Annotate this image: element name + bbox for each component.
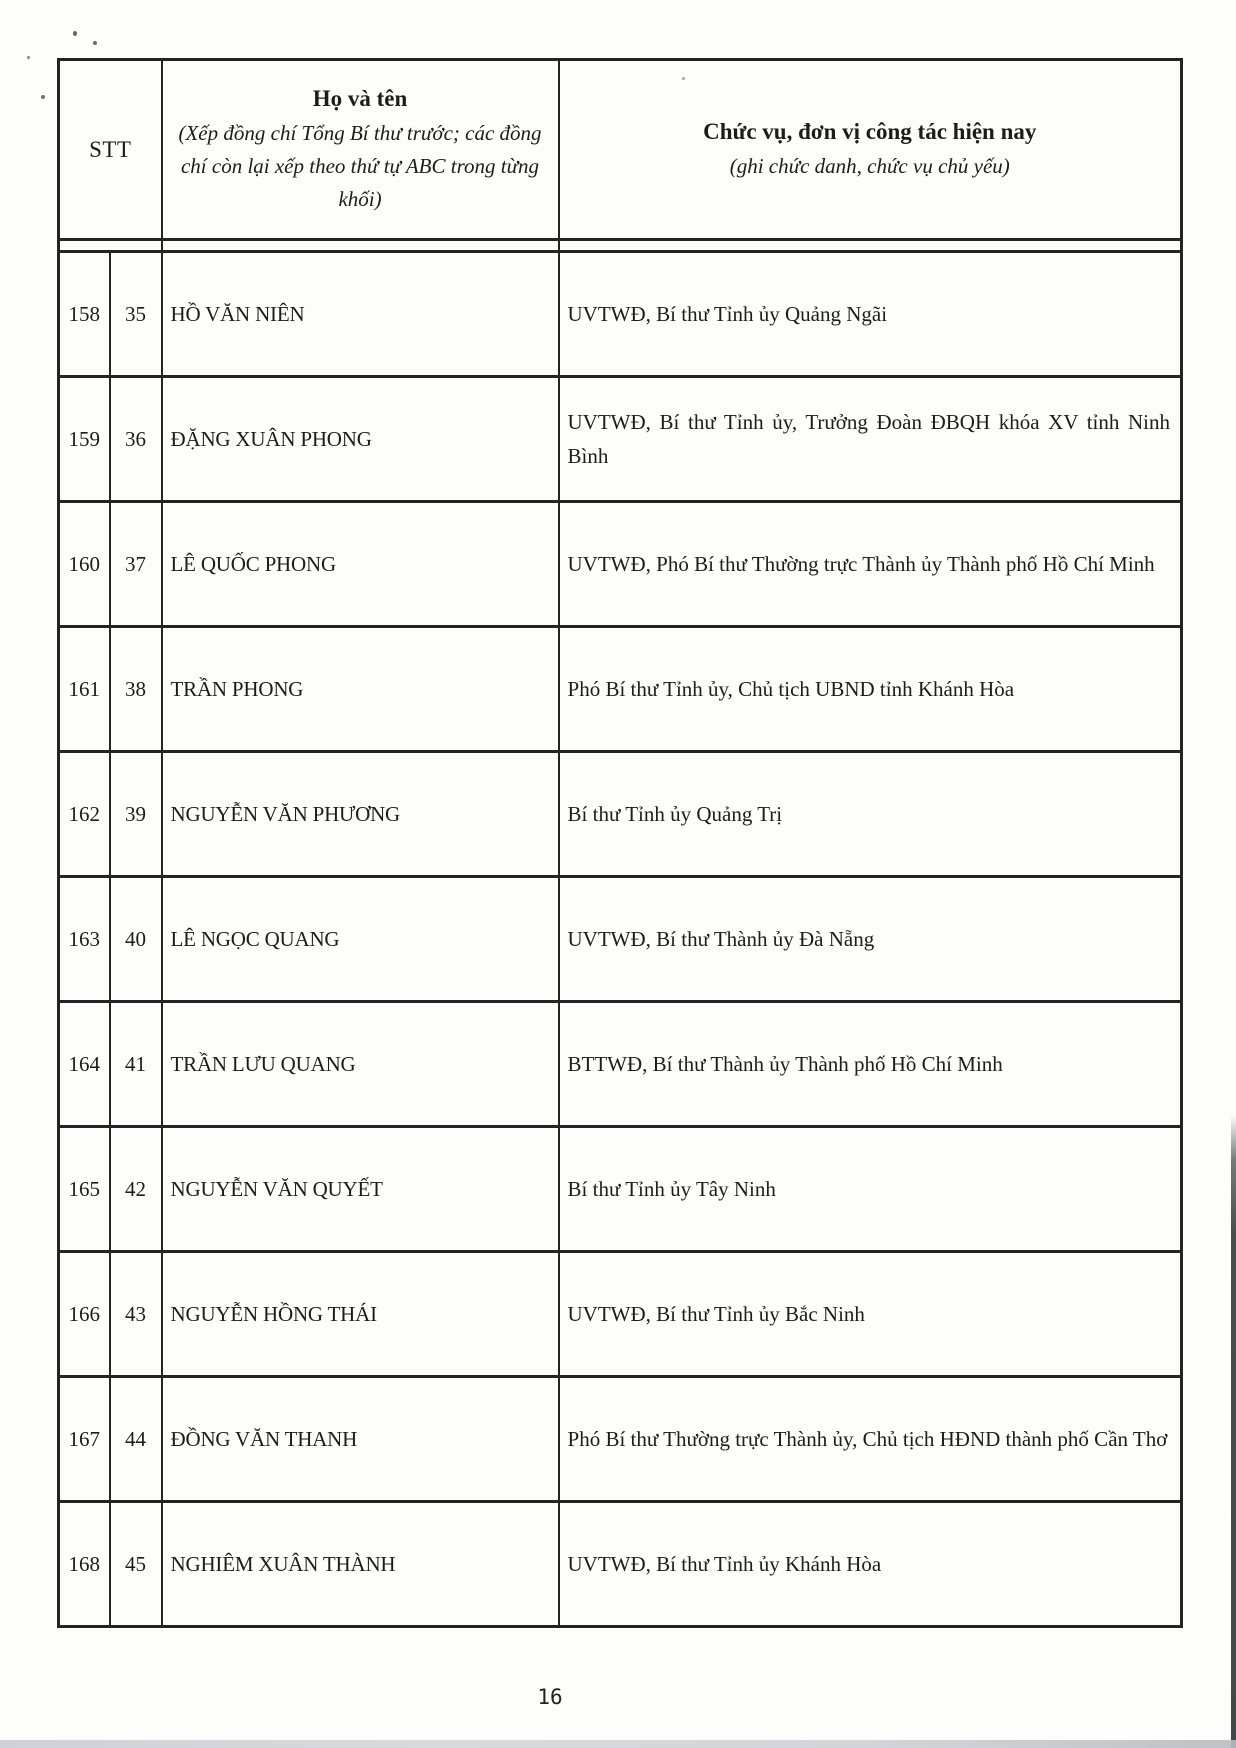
position-cell: UVTWĐ, Bí thư Thành ủy Đà Nẵng (559, 877, 1182, 1002)
row-index-cell: 165 (59, 1127, 110, 1252)
row-index-cell: 167 (59, 1377, 110, 1502)
officials-table (57, 58, 1183, 1628)
row-index-cell: 160 (59, 502, 110, 627)
row-index-cell: 161 (59, 627, 110, 752)
table-row (59, 752, 1182, 877)
position-cell: Phó Bí thư Tỉnh ủy, Chủ tịch UBND tỉnh Khánh Hòa (559, 627, 1182, 752)
table-row (59, 877, 1182, 1002)
row-number-cell: 45 (110, 1502, 162, 1627)
row-number-cell: 40 (110, 877, 162, 1002)
position-cell: UVTWĐ, Bí thư Tỉnh ủy Khánh Hòa (559, 1502, 1182, 1627)
position-cell: UVTWĐ, Phó Bí thư Thường trực Thành ủy Thành phố Hồ Chí Minh (559, 502, 1182, 627)
row-number-cell: 37 (110, 502, 162, 627)
row-index-cell: 166 (59, 1252, 110, 1377)
row-number-cell: 39 (110, 752, 162, 877)
row-number-cell: 38 (110, 627, 162, 752)
row-index-cell: 168 (59, 1502, 110, 1627)
header-name-note: (Xếp đồng chí Tổng Bí thư trước; các đồng chí còn lại xếp theo thứ tự ABC trong từng khối) (178, 121, 542, 211)
table-row (59, 627, 1182, 752)
table-row (59, 1127, 1182, 1252)
spacer-cell (559, 240, 1182, 252)
position-cell: UVTWĐ, Bí thư Tỉnh ủy, Trưởng Đoàn ĐBQH khóa XV tỉnh Ninh Bình (559, 377, 1182, 502)
table-row (59, 252, 1182, 377)
row-number-cell: 35 (110, 252, 162, 377)
table-body (59, 252, 1182, 1627)
name-cell: HỒ VĂN NIÊN (162, 252, 559, 377)
position-cell: BTTWĐ, Bí thư Thành ủy Thành phố Hồ Chí Minh (559, 1002, 1182, 1127)
position-cell: UVTWĐ, Bí thư Tỉnh ủy Quảng Ngãi (559, 252, 1182, 377)
table-row (59, 1377, 1182, 1502)
position-cell: Bí thư Tỉnh ủy Tây Ninh (559, 1127, 1182, 1252)
row-number-cell: 44 (110, 1377, 162, 1502)
page-number: 16 (537, 1685, 563, 1709)
table-row (59, 502, 1182, 627)
scan-speck (27, 56, 30, 59)
name-cell: ĐẶNG XUÂN PHONG (162, 377, 559, 502)
header-name (162, 60, 559, 240)
name-cell: NGHIÊM XUÂN THÀNH (162, 1502, 559, 1627)
spacer-cell (162, 240, 559, 252)
spacer-cell (59, 240, 162, 252)
row-index-cell: 159 (59, 377, 110, 502)
scan-edge-right (1231, 1115, 1236, 1748)
header-name-title: Họ và tên (312, 86, 408, 111)
name-cell: NGUYỄN VĂN PHƯƠNG (162, 752, 559, 877)
name-cell: NGUYỄN HỒNG THÁI (162, 1252, 559, 1377)
row-index-cell: 158 (59, 252, 110, 377)
table-header-row (59, 60, 1182, 240)
table-row (59, 1252, 1182, 1377)
scan-edge-bottom (0, 1740, 1236, 1748)
name-cell: ĐỒNG VĂN THANH (162, 1377, 559, 1502)
position-cell: UVTWĐ, Bí thư Tỉnh ủy Bắc Ninh (559, 1252, 1182, 1377)
table-row (59, 1002, 1182, 1127)
name-cell: LÊ QUỐC PHONG (162, 502, 559, 627)
row-index-cell: 164 (59, 1002, 110, 1127)
header-stt: STT (59, 60, 162, 240)
header-position (559, 60, 1182, 240)
name-cell: NGUYỄN VĂN QUYẾT (162, 1127, 559, 1252)
scan-speck (73, 31, 77, 36)
row-number-cell: 43 (110, 1252, 162, 1377)
header-spacer-row (59, 240, 1182, 252)
name-cell: TRẦN PHONG (162, 627, 559, 752)
name-cell: LÊ NGỌC QUANG (162, 877, 559, 1002)
position-cell: Bí thư Tỉnh ủy Quảng Trị (559, 752, 1182, 877)
table-row (59, 1502, 1182, 1627)
position-cell: Phó Bí thư Thường trực Thành ủy, Chủ tịch HĐND thành phố Cần Thơ (559, 1377, 1182, 1502)
row-number-cell: 36 (110, 377, 162, 502)
table-row (59, 377, 1182, 502)
name-cell: TRẦN LƯU QUANG (162, 1002, 559, 1127)
row-index-cell: 163 (59, 877, 110, 1002)
scan-speck (41, 95, 45, 99)
row-number-cell: 42 (110, 1127, 162, 1252)
header-position-note: (ghi chức danh, chức vụ chủ yếu) (729, 154, 1010, 178)
header-position-title: Chức vụ, đơn vị công tác hiện nay (703, 119, 1037, 144)
row-index-cell: 162 (59, 752, 110, 877)
row-number-cell: 41 (110, 1002, 162, 1127)
scan-speck (93, 41, 97, 45)
